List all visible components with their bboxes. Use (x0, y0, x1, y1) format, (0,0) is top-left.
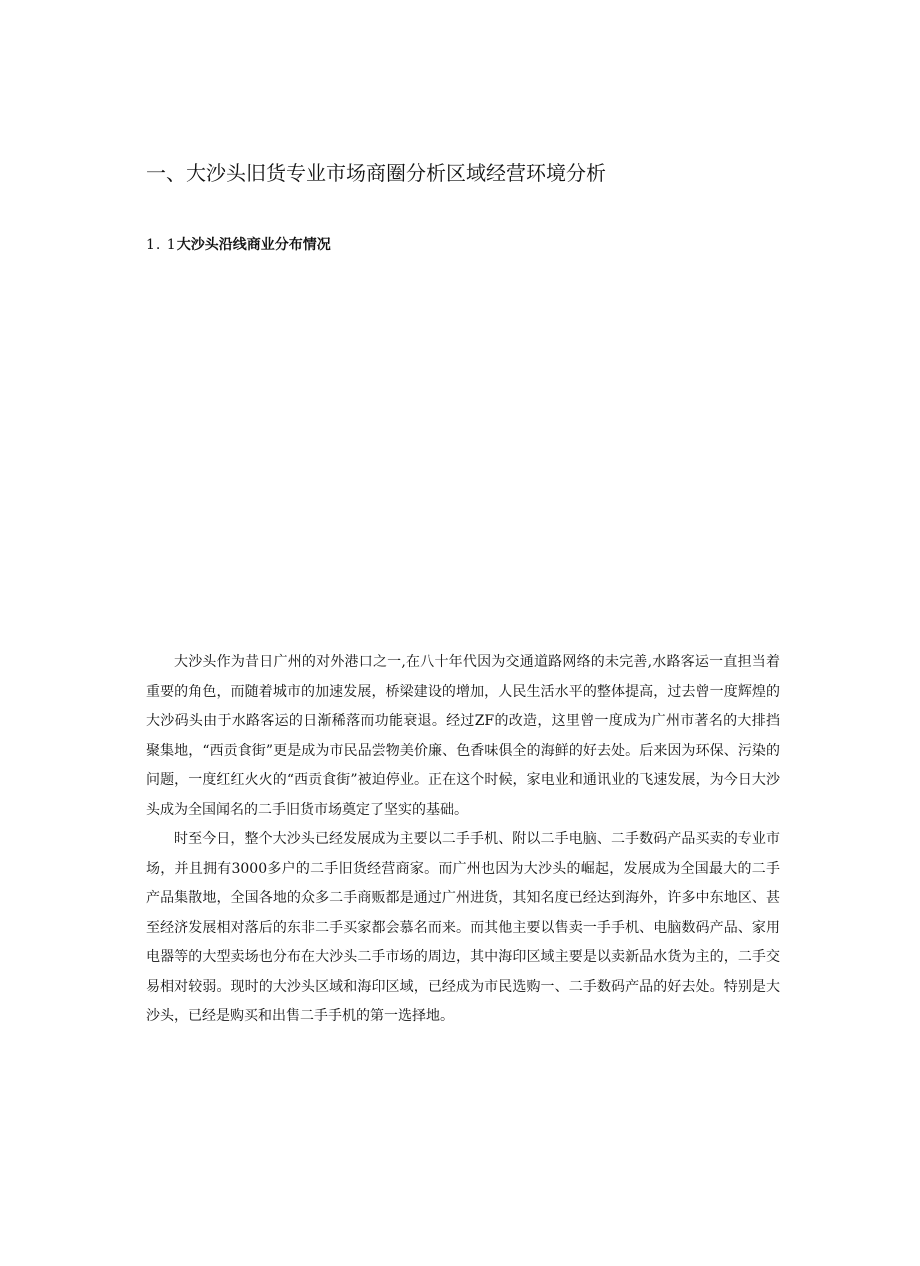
subsection-title: 大沙头沿线商业分布情况 (176, 237, 331, 253)
section-heading: 一、大沙头旧货专业市场商圈分析区域经营环境分析 (146, 161, 606, 185)
blank-figure-area (146, 268, 786, 628)
paragraph: 时至今日，整个大沙头已经发展成为主要以二手手机、附以二手电脑、二手数码产品买卖的专业市场，并且拥有3000多户的二手旧货经营商家。而广州也因为大沙头的崛起，发展成为全国最大的二手产品集散地，全国各地的众多二手商贩都是通过广州进货，其知名度已经达到海外，许多中东地区、甚至经济发展相对落后的东非二手买家都会慕名而来。而其他主要以售卖一手手机、电脑数码产品、家用电器等的大型卖场也分布在大沙头二手市场的周边，其中海印区域主要是以卖新品水货为主的，二手交易相对较弱。现时的大沙头区域和海印区域，已经成为市民选购一、二手数码产品的好去处。特别是大沙头，已经是购买和出售二手手机的第一选择地。 (146, 831, 780, 1024)
body-text (146, 648, 780, 1032)
subsection-heading (146, 234, 546, 256)
subsection-number: 1. 1 (146, 237, 177, 253)
paragraph: 大沙头作为昔日广州的对外港口之一,在八十年代因为交通道路网络的未完善,水路客运一直担当着重要的角色，而随着城市的加速发展，桥梁建设的增加，人民生活水平的整体提高，过去曾一度辉煌的大沙码头由于水路客运的日渐稀落而功能衰退。经过ZF的改造，这里曾一度成为广州市著名的大排挡聚集地，“西贡食街”更是成为市民品尝物美价廉、色香味俱全的海鲜的好去处。后来因为环保、污染的问题，一度红红火火的“西贡食街”被迫停业。正在这个时候，家电业和通讯业的飞速发展，为今日大沙头成为全国闻名的二手旧货市场奠定了坚实的基础。 (146, 654, 780, 818)
